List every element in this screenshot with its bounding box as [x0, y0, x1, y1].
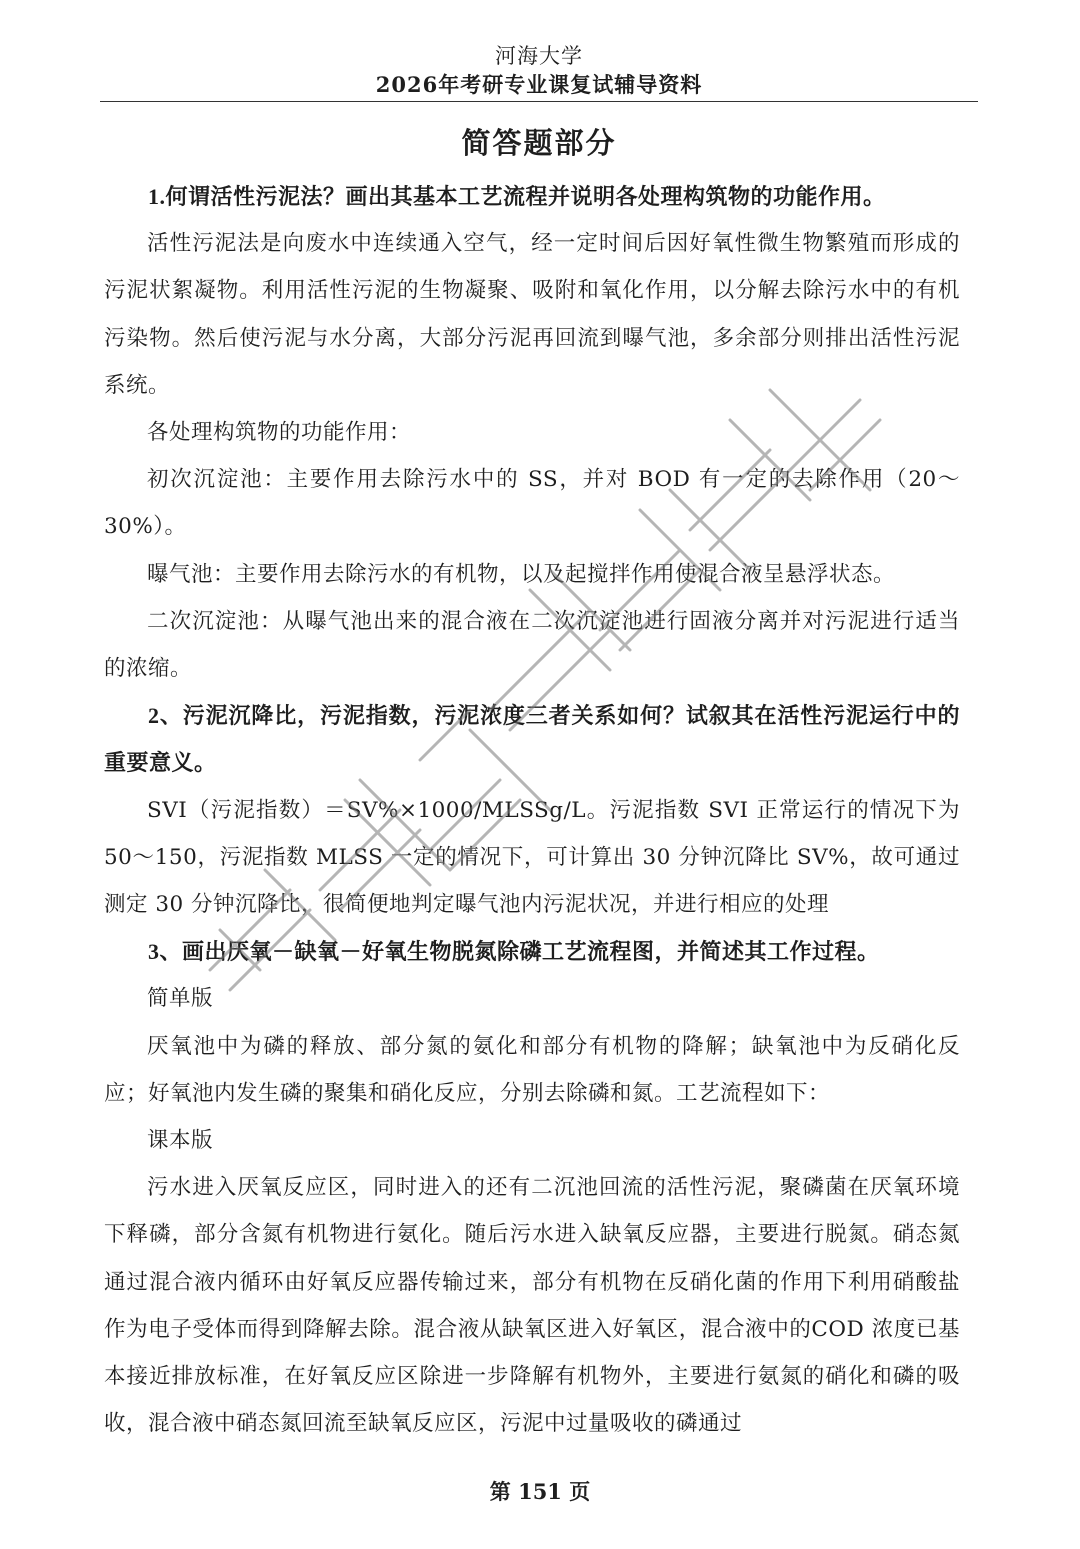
section-title: 简答题部分 — [461, 126, 617, 160]
answer-1-definition: 活性污泥法是向废水中连续通入空气，经一定时间后因好氧性微生物繁殖而形成的污泥状絮凝物。利用活性污泥的生物凝聚、吸附和氧化作用，以分解去除污水中的有机污染物。然后使污泥与水分离，大部分污泥再回流到曝气池，多余部分则排出活性污泥系统。 — [104, 231, 960, 398]
answer-3-textbook: 污水进入厌氧反应区，同时进入的还有二沉池回流的活性污泥，聚磷菌在厌氧环境下释磷，部分含氮有机物进行氨化。随后污水进入缺氧反应器，主要进行脱氮。硝态氮通过混合液内循环由好氧反应器传输过来，部分有机物在反硝化菌的作用下利用硝酸盐作为电子受体而得到降解去除。混合液从缺氧区进入好氧区，混合液中的COD 浓度已基本接近排放标准，在好氧反应区除进一步降解有机物外，主要进行氨氮的硝化和磷的吸收，混合液中硝态氮回流至缺氧反应区，污泥中过量吸收的磷通过 — [104, 1175, 960, 1437]
question-1: 1.何谓活性污泥法？画出其基本工艺流程并说明各处理构筑物的功能作用。 — [148, 184, 886, 209]
page-header — [100, 42, 978, 100]
answer-1-aeration-tank: 曝气池：主要作用去除污水的有机物，以及起搅拌作用使混合液呈悬浮状态。 — [147, 561, 896, 587]
header-divider — [100, 101, 978, 102]
answer-1-secondary-clarifier: 二次沉淀池：从曝气池出来的混合液在二次沉淀池进行固液分离并对污泥进行适当的浓缩。 — [104, 608, 960, 682]
header-subtitle: 2026年考研专业课复试辅导资料 — [375, 72, 703, 97]
answer-1-functions-heading: 各处理构筑物的功能作用： — [147, 420, 412, 446]
question-2: 2、污泥沉降比，污泥指数，污泥浓度三者关系如何？试叙其在活性污泥运行中的重要意义。 — [104, 703, 960, 776]
body-content — [104, 173, 960, 1447]
answer-3-simple-label: 简单版 — [147, 986, 214, 1012]
answer-3-textbook-label: 课本版 — [147, 1128, 214, 1154]
answer-2: SVI（污泥指数）＝SV%×1000/MLSSg/L。污泥指数 SVI 正常运行的情况下为50～150，污泥指数 MLSS 一定的情况下，可计算出 30 分钟沉降比 SV%，故可通过测定 30 分钟沉降比，很简便地判定曝气池内污泥状况，并进行相应的处理 — [104, 797, 960, 918]
header-school-name: 河海大学 — [495, 44, 583, 68]
answer-3-simple: 厌氧池中为磷的释放、部分氮的氨化和部分有机物的降解；缺氧池中为反硝化反应；好氧池内发生磷的聚集和硝化反应，分别去除磷和氮。工艺流程如下： — [104, 1033, 960, 1106]
answer-1-primary-clarifier: 初次沉淀池：主要作用去除污水中的 SS，并对 BOD 有一定的去除作用（20～30%）。 — [104, 467, 960, 540]
question-3: 3、画出厌氧－缺氧－好氧生物脱氮除磷工艺流程图，并简述其工作过程。 — [148, 939, 880, 965]
page-number: 第 151 页 — [489, 1479, 591, 1504]
